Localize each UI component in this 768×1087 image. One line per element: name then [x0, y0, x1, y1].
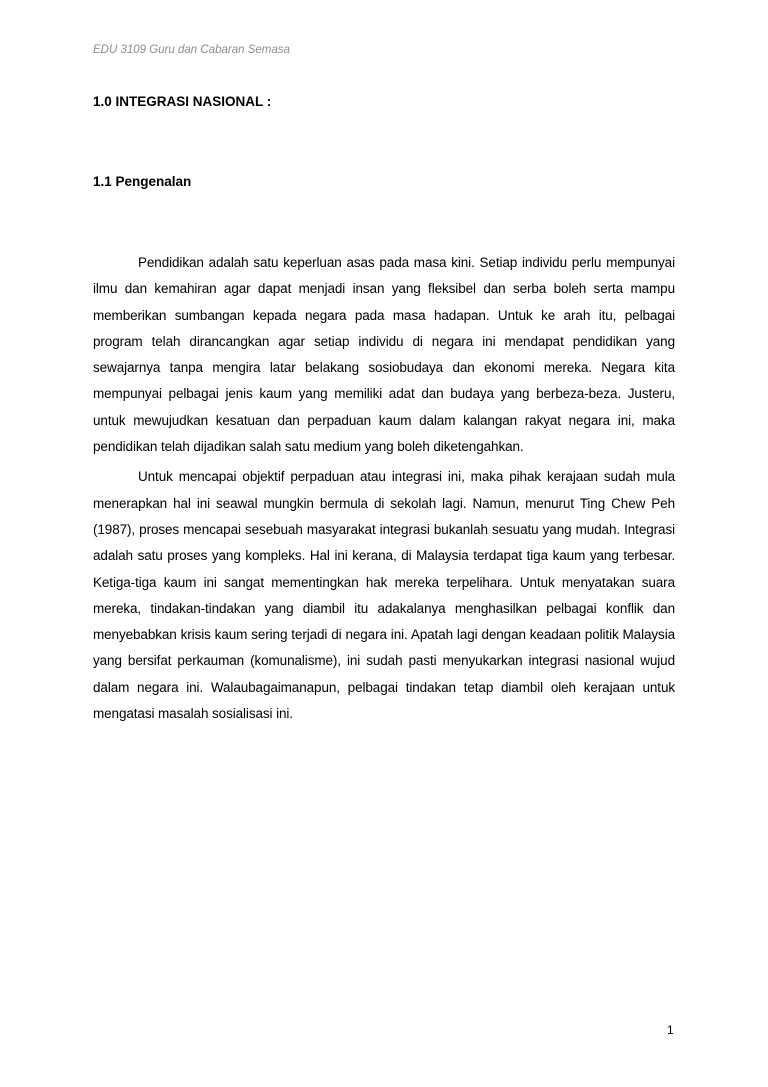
page-number: 1: [667, 1023, 674, 1037]
body-paragraph: Untuk mencapai objektif perpaduan atau integrasi ini, maka pihak kerajaan sudah mula menerapkan hal ini seawal mungkin bermula di sekolah lagi. Namun, menurut Ting Chew Peh (1987), proses mencapai sesebuah masyarakat integrasi bukanlah sesuatu yang mudah. Integrasi adalah satu proses yang kompleks. Hal ini kerana, di Malaysia terdapat tiga kaum yang terbesar. Ketiga-tiga kaum ini sangat mementingkan hak mereka terpelihara. Untuk menyatakan suara mereka, tindakan-tindakan yang diambil itu adakalanya menghasilkan pelbagai konflik dan menyebabkan krisis kaum sering terjadi di negara ini. Apatah lagi dengan keadaan politik Malaysia yang bersifat perkauman (komunalisme), ini sudah pasti menyukarkan integrasi nasional wujud dalam negara ini. Walaubagaimanapun, pelbagai tindakan tetap diambil oleh kerajaan untuk mengatasi masalah sosialisasi ini.: [93, 469, 675, 722]
section-heading: 1.0 INTEGRASI NASIONAL :: [93, 94, 272, 109]
body-paragraph: Pendidikan adalah satu keperluan asas pada masa kini. Setiap individu perlu mempunyai ilmu dan kemahiran agar dapat menjadi insan yang fleksibel dan serba boleh serta mampu memberikan sumbangan kepada negara pada masa hadapan. Untuk ke arah itu, pelbagai program telah dirancangkan agar setiap individu di negara ini mendapat pendidikan yang sewajarnya tanpa mengira latar belakang sosiobudaya dan ekonomi mereka. Negara kita mempunyai pelbagai jenis kaum yang memiliki adat dan budaya yang berbeza-beza. Justeru, untuk mewujudkan kesatuan dan perpaduan kaum dalam kalangan rakyat negara ini, maka pendidikan telah dijadikan salah satu medium yang boleh diketengahkan.: [93, 255, 675, 455]
subsection-heading: 1.1 Pengenalan: [93, 174, 192, 189]
document-body: [93, 250, 675, 727]
running-header: EDU 3109 Guru dan Cabaran Semasa: [93, 44, 290, 56]
